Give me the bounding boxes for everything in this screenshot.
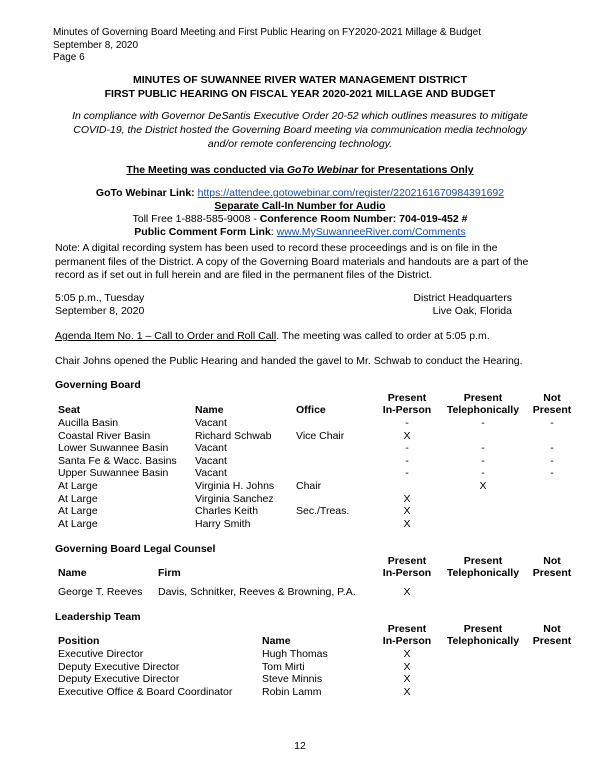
meeting-via-prefix: The Meeting was conducted via: [126, 164, 287, 176]
table-cell-seat: Aucilla Basin: [58, 417, 119, 429]
meeting-date: September 8, 2020: [55, 305, 145, 317]
table-cell-inperson: X: [403, 429, 411, 442]
table-cell-seat: At Large: [58, 480, 98, 492]
table-cell-inperson: -: [405, 442, 409, 455]
table-cell-name: Harry Smith: [195, 517, 251, 530]
comment-label: Public Comment Form Link: [134, 226, 271, 238]
table-cell-tele: -: [481, 417, 485, 429]
col-not-line2: Present: [532, 404, 572, 416]
header-line-3: Page 6: [53, 52, 85, 63]
table-cell-inperson: X: [403, 660, 411, 673]
col-not: [526, 623, 578, 647]
table-cell-inperson: X: [403, 517, 411, 530]
title-line-2: FIRST PUBLIC HEARING ON FISCAL YEAR 2020-2021 MILLAGE AND BUDGET: [104, 88, 496, 100]
col-name: Name: [262, 635, 291, 647]
table-cell-tele: X: [479, 480, 487, 492]
col-tele-line1: Present: [463, 555, 503, 567]
col-inperson: [372, 555, 442, 579]
leadership-heading: Leadership Team: [55, 611, 141, 623]
chair-paragraph: Chair Johns opened the Public Hearing and handed the gavel to Mr. Schwab to conduct the Hearing.: [55, 355, 523, 367]
col-inperson-line2: In-Person: [382, 404, 432, 416]
webinar-label: GoTo Webinar Link:: [95, 187, 198, 199]
compliance-statement: [55, 109, 545, 151]
table-cell-tele: -: [481, 467, 485, 480]
table-cell-name: Vacant: [195, 442, 227, 455]
table-cell-seat: At Large: [58, 517, 98, 530]
compliance-line-1: In compliance with Governor DeSantis Executive Order 20-52 which outlines measures to mitigate: [72, 110, 528, 122]
col-tele-line1: Present: [463, 623, 503, 635]
table-cell-name: Hugh Thomas: [262, 648, 328, 660]
table-cell-inperson: X: [403, 673, 411, 686]
tollfree-line: [0, 213, 600, 226]
table-cell-name: Charles Keith: [195, 505, 259, 518]
table-cell-name: Vacant: [195, 467, 227, 480]
table-cell-seat: At Large: [58, 492, 98, 505]
col-name: Name: [195, 404, 224, 416]
header-line-2: September 8, 2020: [53, 39, 139, 51]
meeting-via-heading: [0, 164, 600, 176]
col-not-line2: Present: [532, 635, 572, 647]
running-header: [53, 27, 481, 65]
table-cell-not: -: [550, 454, 554, 467]
col-tele: [440, 623, 526, 647]
col-tele-line2: Telephonically: [446, 404, 520, 416]
col-inperson: [372, 623, 442, 647]
table-cell-not: -: [550, 467, 554, 480]
table-cell-not: -: [550, 442, 554, 455]
col-inperson-line1: Present: [387, 555, 427, 567]
table-cell-name: Virginia Sanchez: [195, 492, 274, 505]
meeting-place: District Headquarters: [413, 292, 512, 304]
table-cell-seat: Coastal River Basin: [58, 429, 151, 442]
page-number: 12: [294, 740, 306, 752]
table-cell-name: Virginia H. Johns: [195, 480, 275, 492]
table-cell-office: Sec./Treas.: [296, 505, 350, 518]
table-cell-inperson: -: [405, 454, 409, 467]
webinar-line: [0, 187, 600, 200]
table-cell-inperson: X: [403, 505, 411, 518]
table-cell-name: Vacant: [195, 454, 227, 467]
agenda-item-text: . The meeting was called to order at 5:05 p.m.: [276, 330, 490, 342]
table-cell-seat: Lower Suwannee Basin: [58, 442, 169, 455]
table-cell-inperson: X: [403, 492, 411, 505]
compliance-line-3: and/or remote conferencing technology.: [207, 138, 393, 150]
table-cell-seat: Santa Fe & Wacc. Basins: [58, 454, 177, 467]
table-cell-name: Vacant: [195, 417, 227, 429]
col-tele: [440, 392, 526, 416]
webinar-link[interactable]: https://attendee.gotowebinar.com/register/2202161670984391692: [197, 187, 505, 199]
meeting-time: 5:05 p.m., Tuesday: [55, 292, 145, 304]
agenda-item-1: [55, 330, 555, 343]
table-cell-inperson: X: [403, 685, 411, 698]
table-cell-position: Deputy Executive Director: [58, 660, 180, 673]
col-tele-line2: Telephonically: [446, 635, 520, 647]
tollfree-text: Toll Free 1-888-585-9008 -: [132, 213, 260, 225]
meeting-via-suffix: for Presentations Only: [358, 164, 474, 176]
table-cell-name: George T. Reeves: [58, 586, 143, 598]
col-inperson-line1: Present: [387, 623, 427, 635]
meeting-location: [413, 292, 512, 318]
comment-line: [0, 226, 600, 239]
document-title: [0, 73, 600, 101]
table-cell-not: -: [550, 417, 554, 429]
governing-board-heading: Governing Board: [55, 379, 141, 391]
col-tele-line1: Present: [463, 392, 503, 404]
table-cell-position: Deputy Executive Director: [58, 673, 180, 686]
table-cell-position: Executive Office & Board Coordinator: [58, 685, 233, 698]
col-inperson-line2: In-Person: [382, 567, 432, 579]
col-not-line1: Not: [543, 392, 561, 404]
col-tele-line2: Telephonically: [446, 567, 520, 579]
legal-counsel-heading: Governing Board Legal Counsel: [55, 543, 216, 555]
col-inperson-line2: In-Person: [382, 635, 432, 647]
col-not-line1: Not: [543, 623, 561, 635]
table-cell-name: Tom Mirti: [262, 660, 305, 673]
table-cell-seat: Upper Suwannee Basin: [58, 467, 169, 480]
table-cell-office: Chair: [296, 480, 322, 492]
conference-number: Conference Room Number: 704-019-452 #: [259, 213, 468, 225]
agenda-item-label: Agenda Item No. 1 – Call to Order and Roll Call: [55, 330, 277, 342]
col-not-line2: Present: [532, 567, 572, 579]
table-cell-firm: Davis, Schnitker, Reeves & Browning, P.A.: [158, 586, 356, 598]
col-name: Name: [58, 567, 87, 579]
access-links: [0, 187, 600, 239]
table-cell-tele: -: [481, 442, 485, 455]
col-tele: [440, 555, 526, 579]
table-cell-name: Robin Lamm: [262, 685, 322, 698]
table-cell-seat: At Large: [58, 505, 98, 518]
table-cell-inperson: X: [403, 648, 411, 660]
col-not: [526, 392, 578, 416]
table-cell-position: Executive Director: [58, 648, 144, 660]
recording-note: Note: A digital recording system has been used to record these proceedings and is on file in the permanent files of the District. A copy of the Governing Board materials and handouts are a part of the record as if set out in full herein and are filed in the permanent files of the District.: [55, 242, 529, 281]
header-line-1: Minutes of Governing Board Meeting and First Public Hearing on FY2020-2021 Millage & Budget: [53, 27, 482, 38]
col-inperson: [372, 392, 442, 416]
title-line-1: MINUTES OF SUWANNEE RIVER WATER MANAGEMENT DISTRICT: [132, 74, 468, 86]
table-cell-inperson: -: [405, 467, 409, 480]
table-cell-office: Vice Chair: [296, 429, 345, 442]
col-firm: Firm: [158, 567, 181, 579]
col-office: Office: [296, 404, 326, 416]
table-cell-tele: -: [481, 454, 485, 467]
table-cell-name: Richard Schwab: [195, 429, 272, 442]
compliance-line-2: COVID-19, the District hosted the Governing Board meeting via communication media technology: [73, 124, 527, 136]
col-inperson-line1: Present: [387, 392, 427, 404]
table-cell-inperson: -: [405, 417, 409, 429]
table-cell-inperson: X: [403, 586, 411, 598]
callin-heading: Separate Call-In Number for Audio: [214, 200, 386, 212]
table-cell-name: Steve Minnis: [262, 673, 323, 686]
comment-form-link[interactable]: www.MySuwanneeRiver.com/Comments: [276, 226, 466, 238]
col-not: [526, 555, 578, 579]
comment-sep: :: [270, 226, 277, 238]
col-seat: Seat: [58, 404, 81, 416]
col-position: Position: [58, 635, 100, 647]
meeting-time-date: [55, 292, 144, 318]
meeting-city: Live Oak, Florida: [432, 305, 512, 317]
col-not-line1: Not: [543, 555, 561, 567]
meeting-via-emph: GoTo Webinar: [286, 164, 359, 176]
